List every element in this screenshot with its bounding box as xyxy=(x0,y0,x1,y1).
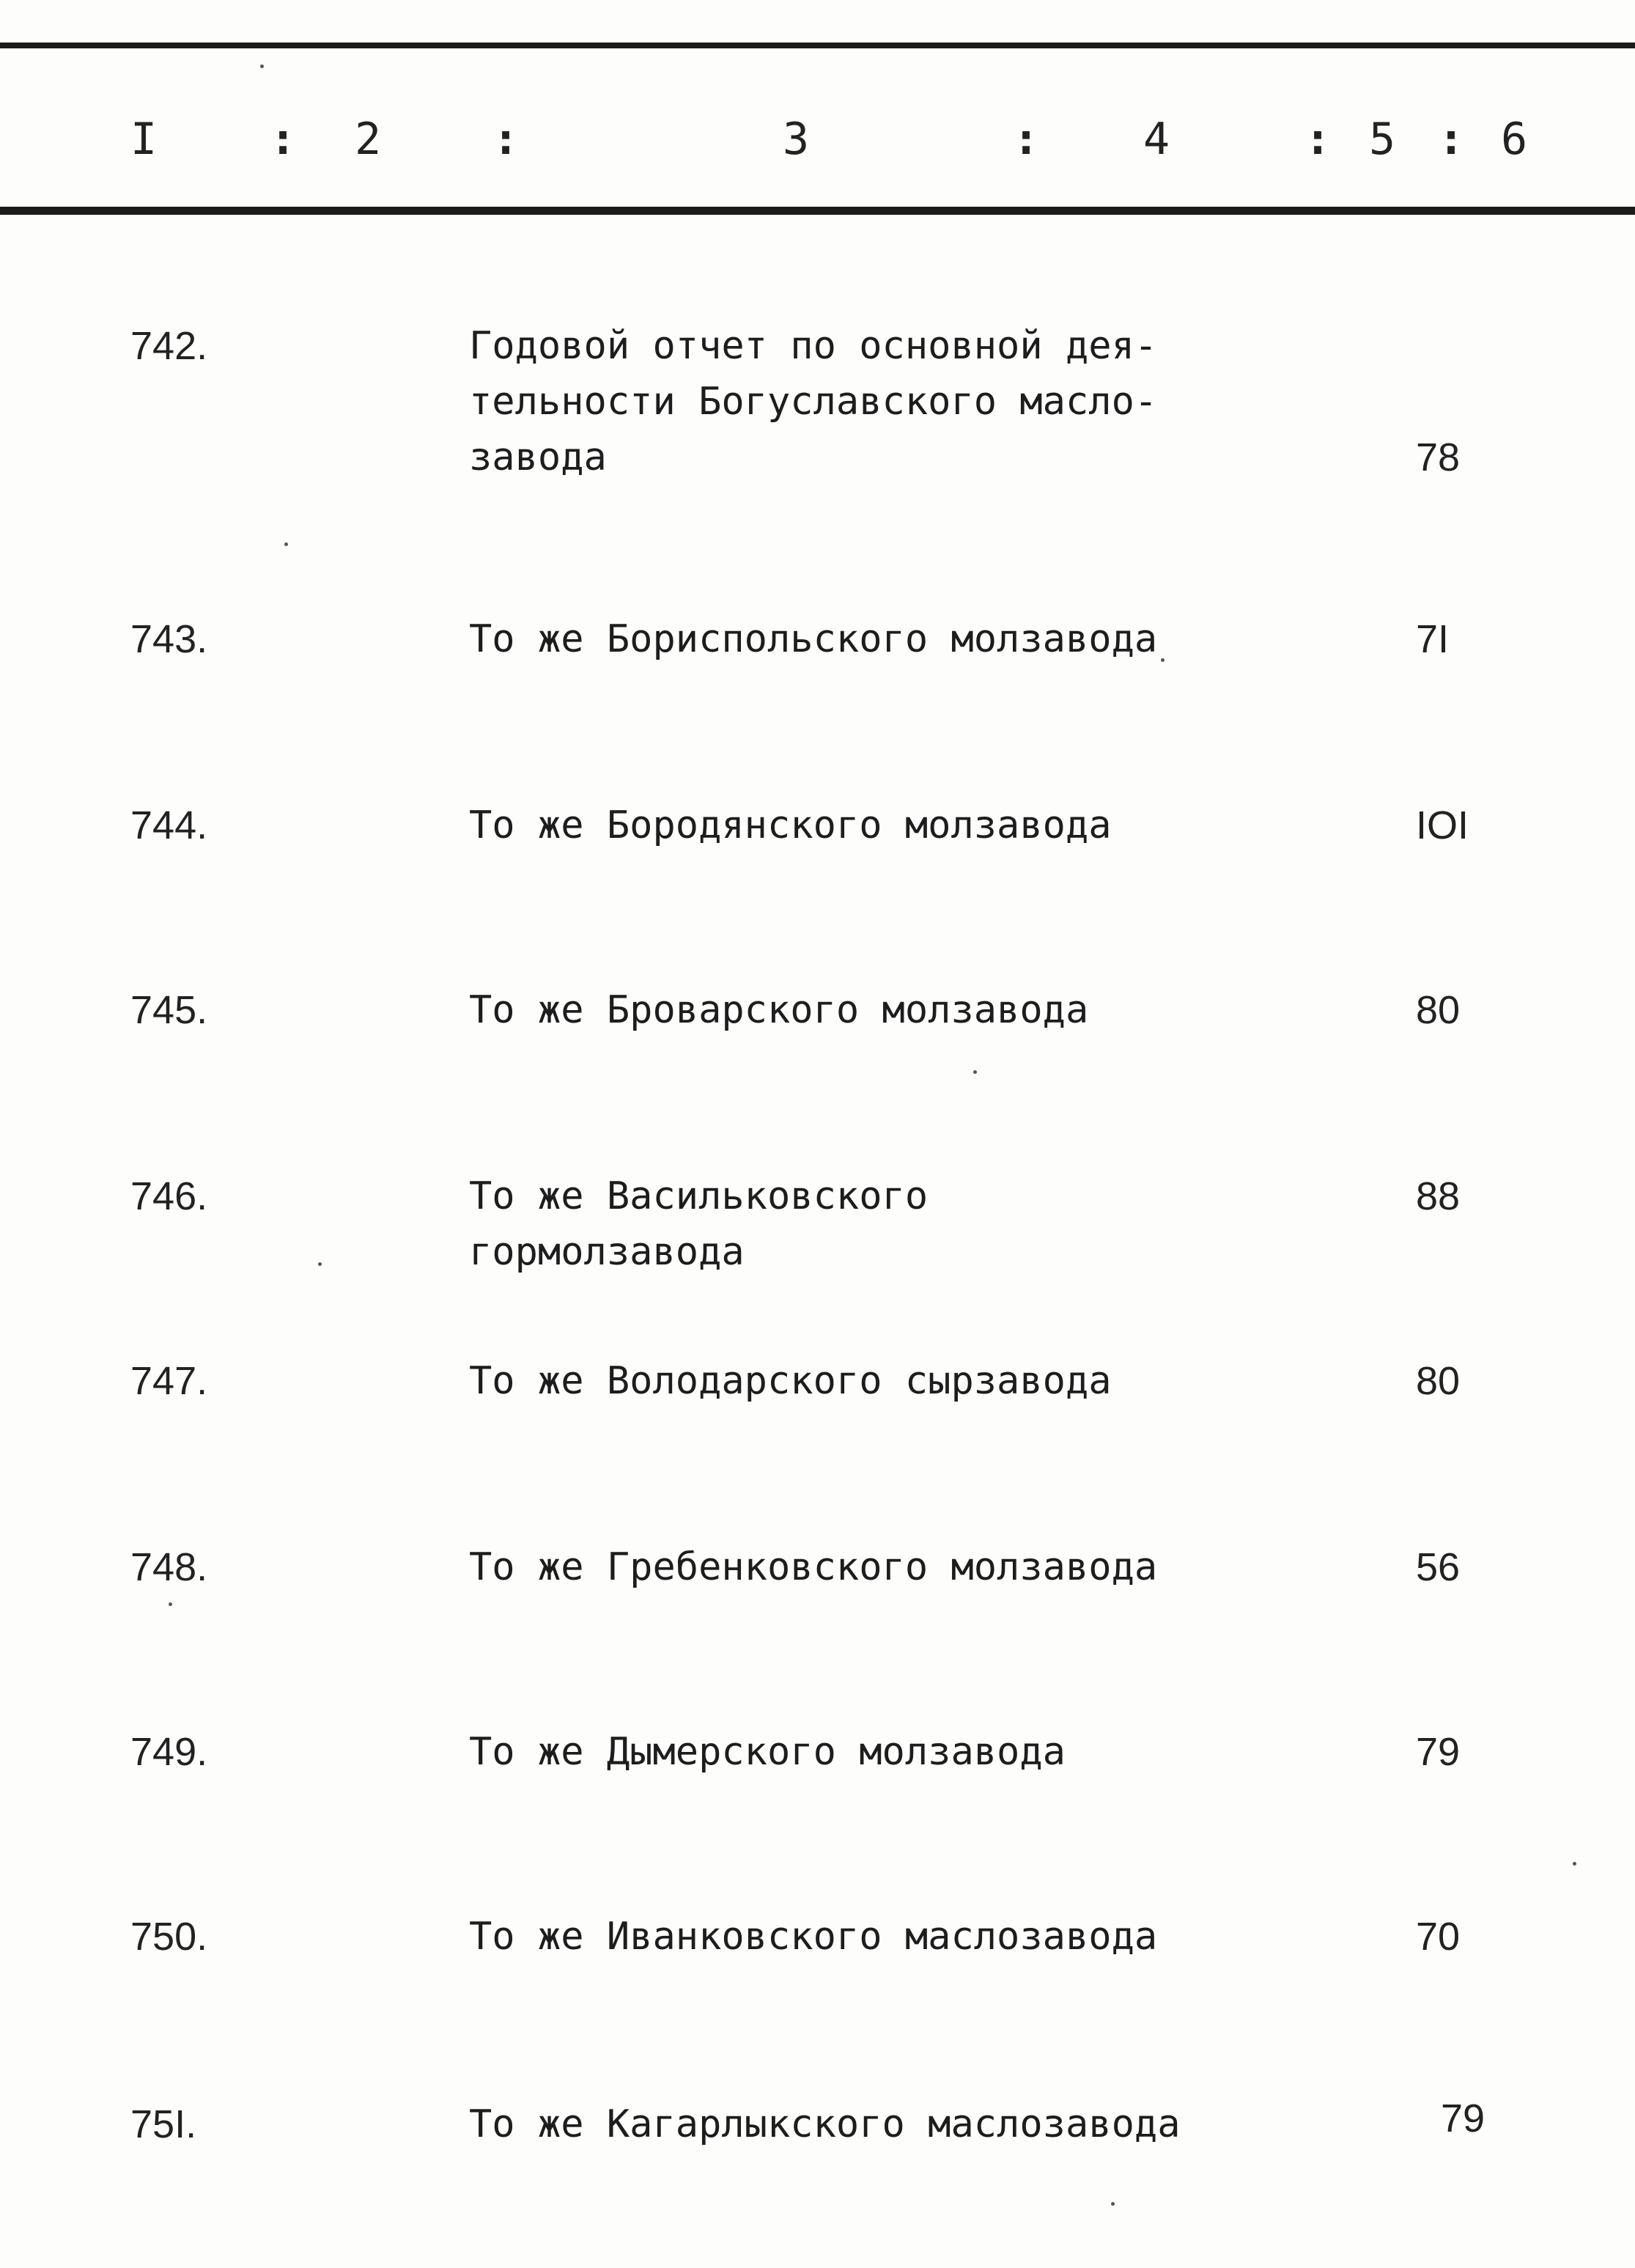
entry-sheet-count: 78 xyxy=(1416,435,1461,479)
scan-speck xyxy=(973,1070,977,1074)
header-bottom-rule xyxy=(0,207,1635,215)
entry-title: То же Володарского сырзавода xyxy=(469,1359,1112,1403)
scan-speck xyxy=(1161,658,1165,662)
entry-number: 749. xyxy=(130,1730,208,1774)
column-header-1: I xyxy=(130,114,158,165)
entry-number: 747. xyxy=(130,1359,208,1403)
column-header-4: 4 xyxy=(1143,114,1170,165)
entry-title: То же Гребенковского молзавода xyxy=(469,1545,1158,1589)
entry-number: 748. xyxy=(130,1545,208,1589)
column-header-3: 3 xyxy=(783,114,810,165)
entry-title: То же Броварского молзавода xyxy=(469,988,1089,1032)
entry-number: 75I. xyxy=(130,2102,197,2146)
column-separator: : xyxy=(1438,114,1465,165)
entry-title: Годовой отчет по основной дея- тельности Богуславского масло- завода xyxy=(469,324,1158,479)
entry-title: То же Кагарлыкского маслозавода xyxy=(469,2102,1181,2146)
entry-sheet-count: 79 xyxy=(1441,2096,1485,2140)
entry-title: То же Бородянского молзавода xyxy=(469,803,1112,847)
entry-sheet-count: IOI xyxy=(1416,803,1469,847)
entry-number: 745. xyxy=(130,988,208,1032)
column-separator: : xyxy=(1013,114,1040,165)
entry-sheet-count: 88 xyxy=(1416,1174,1461,1218)
entry-number: 742. xyxy=(130,324,208,368)
entry-sheet-count: 80 xyxy=(1416,988,1461,1032)
entry-sheet-count: 79 xyxy=(1416,1730,1461,1774)
entry-title: То же Дымерского молзавода xyxy=(469,1730,1066,1774)
column-separator: : xyxy=(492,114,520,165)
scan-speck xyxy=(169,1602,172,1606)
scan-speck xyxy=(1111,2202,1115,2206)
entry-title: То же Иванковского маслозавода xyxy=(469,1915,1158,1959)
column-header-2: 2 xyxy=(355,114,382,165)
entry-sheet-count: 80 xyxy=(1416,1359,1461,1403)
column-header-6: 6 xyxy=(1501,114,1528,165)
entry-number: 744. xyxy=(130,803,208,847)
column-header-5: 5 xyxy=(1369,114,1396,165)
entry-title: То же Бориспольского молзавода xyxy=(469,617,1158,661)
entry-title: То же Васильковского гормолзавода xyxy=(469,1174,929,1274)
scan-speck xyxy=(260,65,264,68)
entry-number: 743. xyxy=(130,617,208,661)
scan-speck xyxy=(1573,1862,1576,1866)
entry-number: 746. xyxy=(130,1174,208,1218)
header-top-rule xyxy=(0,43,1635,48)
entry-sheet-count: 70 xyxy=(1416,1915,1461,1959)
column-separator: : xyxy=(1304,114,1332,165)
scan-speck xyxy=(318,1262,322,1266)
entry-number: 750. xyxy=(130,1915,208,1959)
entry-sheet-count: 56 xyxy=(1416,1545,1461,1589)
column-separator: : xyxy=(270,114,297,165)
entry-sheet-count: 7I xyxy=(1416,617,1450,661)
scan-speck xyxy=(284,542,288,546)
